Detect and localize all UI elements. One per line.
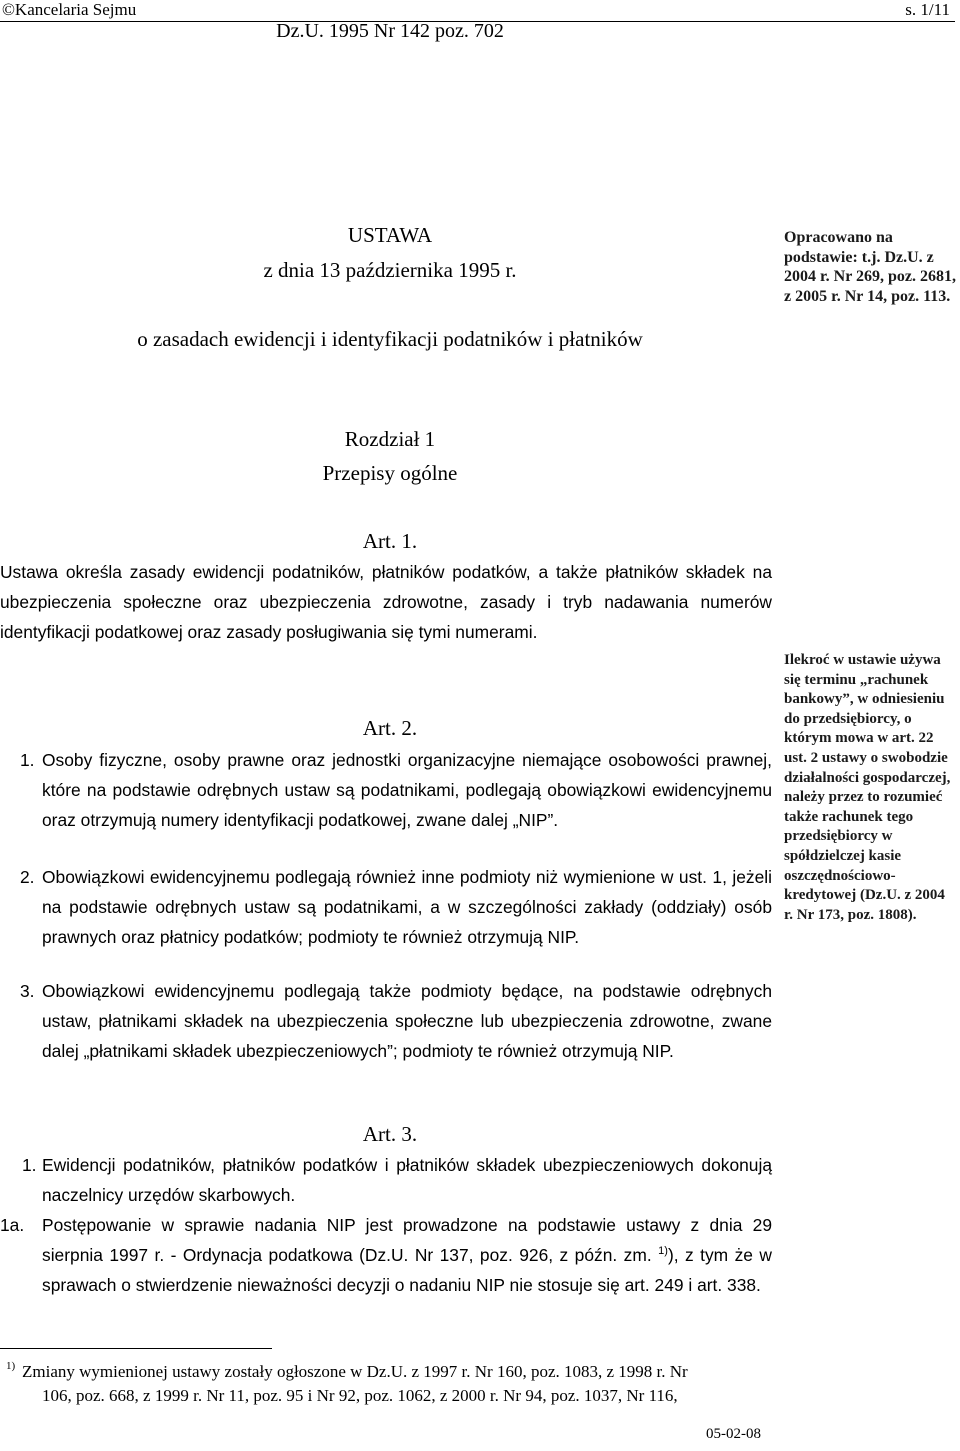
article-2-heading: Art. 2. bbox=[362, 716, 418, 740]
paragraph-text: Obowiązkowi ewidencyjnemu podlegają również inne podmioty niż wymienione w ust. 1, jeżeli na podstawie odrębnych ustaw są podatnikami, a w szczególności zakłady (oddziały) osób prawnych oraz płatnicy podatków; podmioty te również otrzymują NIP. bbox=[42, 867, 772, 947]
act-date: z dnia 13 października 1995 r. bbox=[263, 258, 517, 282]
article-3-paragraph-1 bbox=[0, 1150, 772, 1210]
act-title: USTAWA bbox=[347, 223, 433, 247]
paragraph-number: 2. bbox=[20, 867, 35, 887]
paragraph-number: 3. bbox=[20, 981, 35, 1001]
footnote-line-1: Zmiany wymienionej ustawy zostały ogłoszone w Dz.U. z 1997 r. Nr 160, poz. 1083, z 1998 r. Nr bbox=[22, 1362, 688, 1381]
article-3-paragraph-1a bbox=[0, 1210, 772, 1300]
paragraph-text-part-1: Postępowanie w sprawie nadania NIP jest prowadzone na podstawie ustawy z dnia 29 sierpnia 1997 r. - Ordynacja podatkowa (Dz.U. Nr 137, poz. 926, z późn. zm. bbox=[42, 1215, 772, 1265]
act-subject: o zasadach ewidencji i identyfikacji podatników i płatników bbox=[137, 327, 643, 351]
paragraph-number: 1. bbox=[22, 1155, 37, 1175]
paragraph-text: Ewidencji podatników, płatników podatków i płatników składek ubezpieczeniowych dokonują naczelnicy urzędów skarbowych. bbox=[42, 1155, 772, 1205]
footnote-reference[interactable]: 1) bbox=[658, 1245, 668, 1258]
article-2-paragraph-3 bbox=[20, 976, 772, 1066]
chapter-number: Rozdział 1 bbox=[344, 427, 436, 451]
header-journal-reference: Dz.U. 1995 Nr 142 poz. 702 bbox=[276, 20, 504, 42]
chapter-name: Przepisy ogólne bbox=[322, 461, 458, 485]
header-page-number: s. 1/11 bbox=[905, 0, 950, 19]
paragraph-text: Obowiązkowi ewidencyjnemu podlegają także podmioty będące, na podstawie odrębnych ustaw, płatnikami składek na ubezpieczenia społeczne lub ubezpieczenia zdrowotne, zwane dalej „płatnikami składek ubezpieczeniowych”; podmioty te również otrzymują NIP. bbox=[42, 981, 772, 1061]
header-source: ©Kancelaria Sejmu bbox=[2, 0, 137, 19]
footnote bbox=[0, 1360, 780, 1408]
article-1-heading: Art. 1. bbox=[362, 529, 418, 553]
footnote-marker: 1) bbox=[6, 1360, 16, 1372]
paragraph-number: 1. bbox=[20, 750, 35, 770]
paragraph-text bbox=[42, 1210, 772, 1300]
article-2-paragraph-2 bbox=[20, 862, 772, 952]
paragraph-number: 1a. bbox=[0, 1215, 25, 1235]
footnote-divider bbox=[0, 1348, 272, 1349]
article-1-text: Ustawa określa zasady ewidencji podatników, płatników podatków, a także płatników składek na ubezpieczenia społeczne oraz ubezpieczenia zdrowotne, zasady i tryb nadawania numerów identyfikacji podatkowej oraz zasady posługiwania się tymi numerami. bbox=[0, 562, 772, 642]
paragraph-text: Osoby fizyczne, osoby prawne oraz jednostki organizacyjne niemające osobowości prawnej, które na podstawie odrębnych ustaw są podatnikami, podlegają obowiązkowi ewidencyjnemu oraz otrzymują numery identyfikacji podatkowej, zwane dalej „NIP”. bbox=[42, 750, 772, 830]
article-3-heading: Art. 3. bbox=[362, 1122, 418, 1146]
article-2-paragraph-1 bbox=[20, 745, 772, 835]
page-code: 05-02-08 bbox=[706, 1426, 761, 1442]
side-note-bank-account: Ilekroć w ustawie używa się terminu „rachunek bankowy”, w odniesieniu do przedsiębiorcy, o którym mowa w art. 22 ust. 2 ustawy o swobodzie działalności gospodarczej, należy przez to rozumieć także rachunek tego przedsiębiorcy w spółdzielczej kasie oszczędnościowo-kredytowej (Dz.U. z 2004 r. Nr 173, poz. 1808). bbox=[784, 652, 951, 923]
footnote-line-2: 106, poz. 668, z 1999 r. Nr 11, poz. 95 i Nr 92, poz. 1062, z 2000 r. Nr 94, poz. 1037, Nr 116, bbox=[42, 1386, 678, 1405]
side-note-consolidated-text: Opracowano na podstawie: t.j. Dz.U. z 2004 r. Nr 269, poz. 2681, z 2005 r. Nr 14, poz. 113. bbox=[784, 229, 956, 305]
paragraph-text-part-2: ), z tym że w sprawach o stwierdzenie nieważności decyzji o nadaniu NIP nie stosuje się art. 249 i art. 338. bbox=[42, 1245, 772, 1295]
